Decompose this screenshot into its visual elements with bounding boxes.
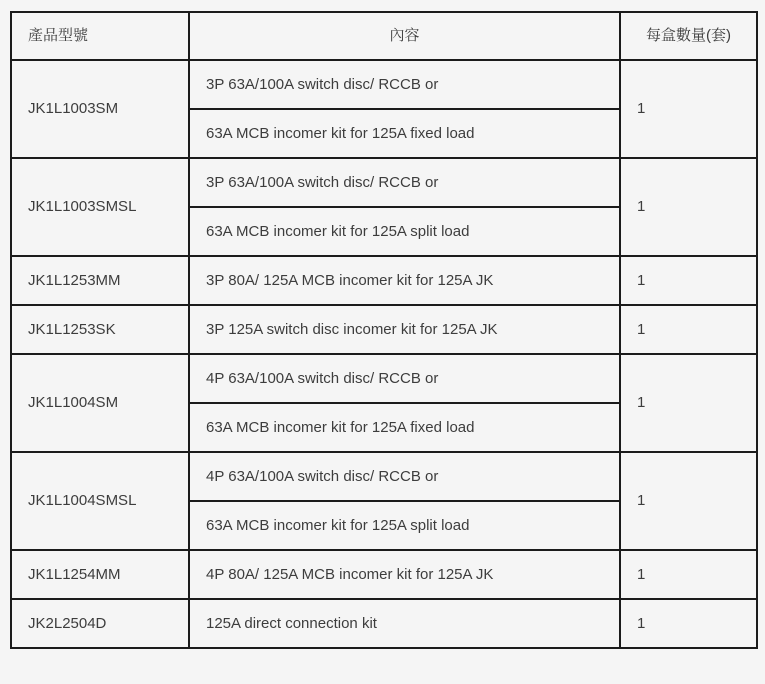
table-row bbox=[11, 60, 757, 109]
content-cell: 4P 80A/ 125A MCB incomer kit for 125A JK bbox=[189, 550, 620, 599]
table-row bbox=[11, 452, 757, 501]
model-cell: JK1L1003SM bbox=[11, 60, 189, 158]
qty-cell: 1 bbox=[620, 60, 757, 158]
header-quantity: 每盒數量(套) bbox=[620, 12, 757, 60]
content-cell: 63A MCB incomer kit for 125A split load bbox=[189, 207, 620, 256]
table-body bbox=[11, 60, 757, 648]
content-cell: 4P 63A/100A switch disc/ RCCB or bbox=[189, 354, 620, 403]
product-spec-table bbox=[10, 11, 758, 649]
table-header-row bbox=[11, 12, 757, 60]
content-cell: 63A MCB incomer kit for 125A fixed load bbox=[189, 109, 620, 158]
content-cell: 3P 63A/100A switch disc/ RCCB or bbox=[189, 60, 620, 109]
model-cell: JK1L1003SMSL bbox=[11, 158, 189, 256]
content-cell: 3P 80A/ 125A MCB incomer kit for 125A JK bbox=[189, 256, 620, 305]
table-row bbox=[11, 256, 757, 305]
model-cell: JK1L1004SM bbox=[11, 354, 189, 452]
model-cell: JK1L1254MM bbox=[11, 550, 189, 599]
model-cell: JK1L1253MM bbox=[11, 256, 189, 305]
qty-cell: 1 bbox=[620, 452, 757, 550]
qty-cell: 1 bbox=[620, 256, 757, 305]
content-cell: 4P 63A/100A switch disc/ RCCB or bbox=[189, 452, 620, 501]
header-model: 產品型號 bbox=[11, 12, 189, 60]
table-header bbox=[11, 12, 757, 60]
table-row bbox=[11, 354, 757, 403]
qty-cell: 1 bbox=[620, 305, 757, 354]
header-content: 內容 bbox=[189, 12, 620, 60]
model-cell: JK2L2504D bbox=[11, 599, 189, 648]
qty-cell: 1 bbox=[620, 550, 757, 599]
model-cell: JK1L1253SK bbox=[11, 305, 189, 354]
content-cell: 3P 63A/100A switch disc/ RCCB or bbox=[189, 158, 620, 207]
qty-cell: 1 bbox=[620, 158, 757, 256]
table-row bbox=[11, 550, 757, 599]
content-cell: 125A direct connection kit bbox=[189, 599, 620, 648]
qty-cell: 1 bbox=[620, 354, 757, 452]
qty-cell: 1 bbox=[620, 599, 757, 648]
table-row bbox=[11, 599, 757, 648]
table-row bbox=[11, 305, 757, 354]
content-cell: 63A MCB incomer kit for 125A split load bbox=[189, 501, 620, 550]
model-cell: JK1L1004SMSL bbox=[11, 452, 189, 550]
content-cell: 63A MCB incomer kit for 125A fixed load bbox=[189, 403, 620, 452]
table-row bbox=[11, 158, 757, 207]
content-cell: 3P 125A switch disc incomer kit for 125A JK bbox=[189, 305, 620, 354]
